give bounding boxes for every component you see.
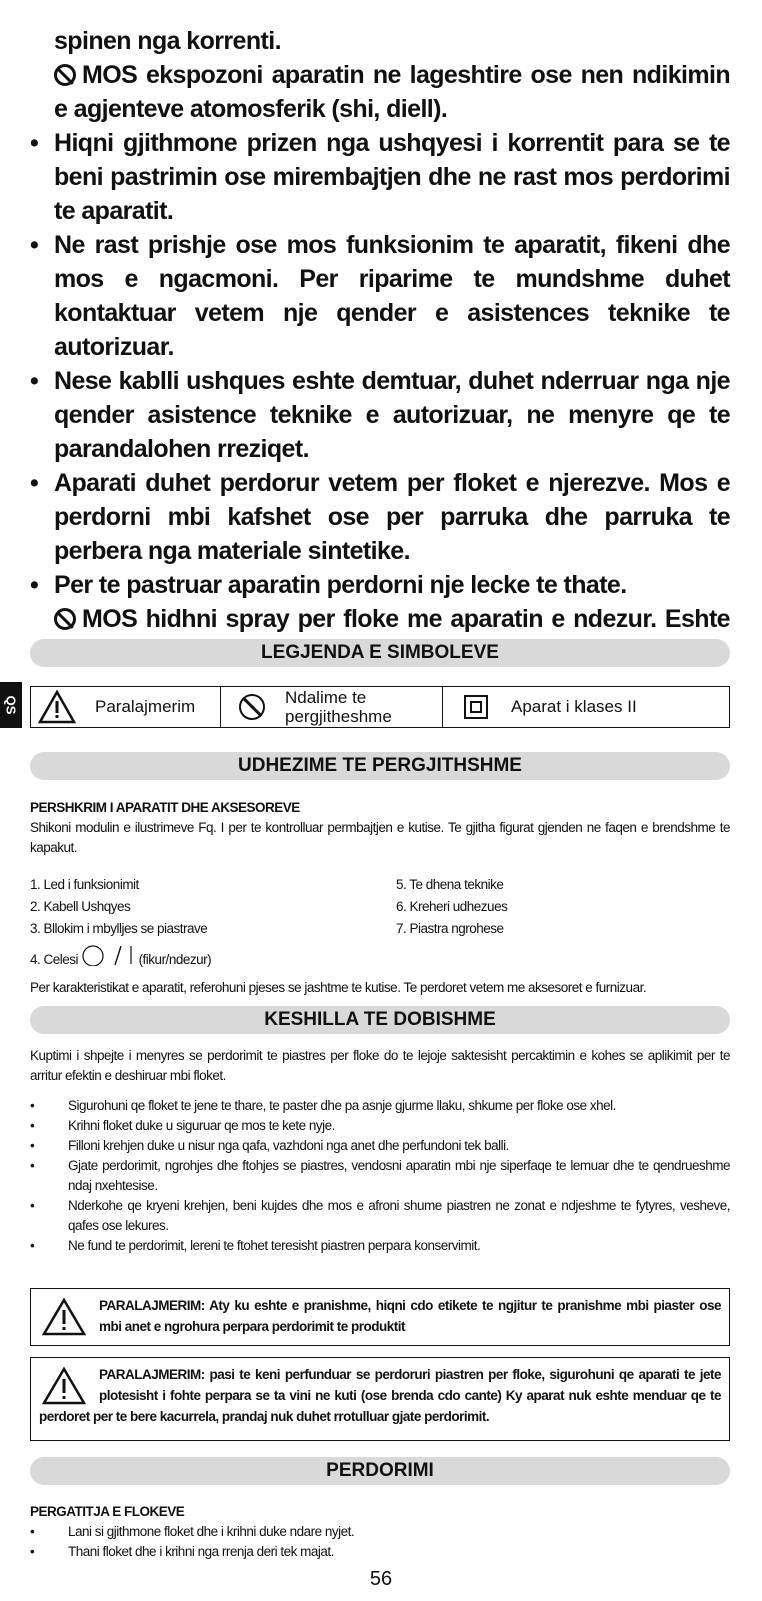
- list-item: • Gjate perdorimit, ngrohjes dhe ftohjes se piastres, vendosni aparatin mbi nje siperfaqe te lemuar dhe te qendrueshme ndaj nxehtesise.: [30, 1158, 730, 1193]
- prohibition-note: [30, 58, 730, 126]
- legend-warning-label: Paralajmerim: [95, 697, 196, 716]
- usage-header: PERDORIMI: [30, 1457, 730, 1485]
- parts-list-left: [30, 874, 360, 971]
- tips-header: KESHILLA TE DOBISHME: [30, 1006, 730, 1034]
- legend-prohibition: [221, 687, 443, 727]
- text-line: spinen nga korrenti.: [54, 27, 281, 55]
- list-item: 2. Kabell Ushqyes: [30, 899, 131, 914]
- safety-bullet: • Aparati duhet perdorur vetem per floket e njerezve. Mos e perdorni mbi kafshet ose per parruka dhe parruka te perbera nga materiale sintetike.: [30, 469, 730, 565]
- paragraph: Kuptimi i shpejte i menyres se perdorimit te piastres per floke do te lejoje saktesisht percaktimin e kohes se aplikimit per te arritur efektin e deshiruar mbi floket.: [30, 1048, 730, 1083]
- paragraph: Shikoni modulin e ilustrimeve Fq. I per te kontrolluar permbajtjen e kutise. Te gjitha figurat gjenden ne faqen e brendshme te kapakut.: [30, 820, 730, 855]
- prohibition-text: MOS ekspozoni aparatin ne lageshtire ose nen ndikimin e agjenteve atomosferik (shi, diell).: [54, 61, 730, 123]
- legend-prohibition-label: Ndalime te pergjitheshme: [285, 688, 392, 726]
- class-ii-icon: [463, 694, 489, 720]
- general-note: [30, 978, 730, 998]
- general-header: UDHEZIME TE PERGJITHSHME: [30, 752, 730, 780]
- safety-bullet: • Hiqni gjithmone prizen nga ushqyesi i korrentit para se te beni pastrimin ose mirembajtjen dhe ne rast mos perdorimi te aparatit.: [30, 129, 730, 225]
- power-switch-icon: [81, 944, 135, 966]
- list-item: 1. Led i funksionimit: [30, 877, 139, 892]
- list-item: 3. Bllokim i mbylljes se piastrave: [30, 921, 208, 936]
- warning-box: [30, 1357, 730, 1441]
- language-tab: QS: [0, 682, 22, 728]
- safety-warnings: [30, 24, 730, 670]
- list-item: 5. Te dhena teknike: [396, 877, 504, 892]
- symbol-legend: [30, 686, 730, 728]
- prohibition-icon: [54, 608, 76, 630]
- list-item: 4. Celesi (fikur/ndezur): [30, 944, 360, 971]
- safety-bullet: • Nese kablli ushques eshte demtuar, duhet nderruar nga nje qender asistence teknike e autorizuar, ne menyre qe te parandalohen rreziqet.: [30, 367, 730, 463]
- list-item: 6. Kreheri udhezues: [396, 899, 508, 914]
- warning-text: PARALAJMERIM: Aty ku eshte e pranishme, hiqni cdo etikete te ngjitur te pranishme mbi piaster ose mbi anet e ngrohura perpara perdorimit te produktit: [99, 1298, 721, 1334]
- warning-text: PARALAJMERIM: pasi te keni perfunduar se perdoruri piastren per floke, sigurohuni qe aparati te jete plotesisht i fohte perpara se ta vini ne kuti (ose brenda cdo cante) Ky aparat nuk eshte menduar qe te perdoret per te bere kacurrela, prandaj nuk duhet rrotulluar gjate perdorimit.: [39, 1367, 721, 1424]
- list-item: • Sigurohuni qe floket te jene te thare, te paster dhe pa asnje gjurme llaku, shkume per floke ose xhel.: [30, 1098, 616, 1113]
- prohibition-icon: [54, 64, 76, 86]
- warning-icon: [41, 1297, 87, 1337]
- list-item: • Ne fund te perdorimit, lereni te ftohet teresisht piastren perpara konservimit.: [30, 1238, 481, 1253]
- safety-bullet: • Ne rast prishje ose mos funksionim te aparatit, fikeni dhe mos e ngacmoni. Per riparime te mundshme duhet kontaktuar vetem nje qender e asistences teknike te autorizuar.: [30, 231, 730, 361]
- warning-icon: [37, 689, 77, 725]
- warning-box: [30, 1288, 730, 1346]
- tips-section: [30, 1046, 730, 1256]
- section-subtitle: PERSHKRIM I APARATIT DHE AKSESOREVE: [30, 800, 300, 815]
- paragraph: Per karakteristikat e aparatit, referohuni pjeses se jashtme te kutise. Te perdoret vetem me aksesoret e furnizuar.: [30, 980, 647, 995]
- legend-header: LEGJENDA E SIMBOLEVE: [30, 639, 730, 667]
- list-item: • Nderkohe qe kryeni krehjen, beni kujdes dhe mos e afroni shume piastren ne zonat e ndjeshme te fytyres, vesheve, qafes ose lekures.: [30, 1198, 730, 1233]
- prohibition-icon: [239, 694, 265, 720]
- section-subtitle: PERGATITJA E FLOKEVE: [30, 1504, 185, 1519]
- list-item: • Thani floket dhe i krihni nga rrenja deri tek majat.: [30, 1544, 334, 1559]
- usage-section: [30, 1502, 730, 1562]
- general-section: [30, 798, 730, 868]
- page-number: 56: [369, 1568, 393, 1590]
- legend-class2: [443, 687, 729, 727]
- prohibition-text: MOS hidhni spray per floke me aparatin e ndezur. Eshte: [82, 605, 730, 633]
- list-item: • Krihni floket duke u siguruar qe mos te kete nyje.: [30, 1118, 335, 1133]
- list-item: 7. Piastra ngrohese: [396, 921, 504, 936]
- parts-list-right: [396, 874, 726, 940]
- warning-icon: [41, 1366, 87, 1406]
- legend-class2-label: Aparat i klases II: [511, 697, 637, 716]
- list-item: • Filloni krehjen duke u nisur nga qafa, vazhdoni nga anet dhe perfundoni tek balli.: [30, 1138, 509, 1153]
- safety-bullet: • Per te pastruar aparatin perdorni nje lecke te thate.: [30, 571, 627, 599]
- legend-warning: [31, 687, 221, 727]
- list-item: • Lani si gjithmone floket dhe i krihni duke ndare nyjet.: [30, 1524, 355, 1539]
